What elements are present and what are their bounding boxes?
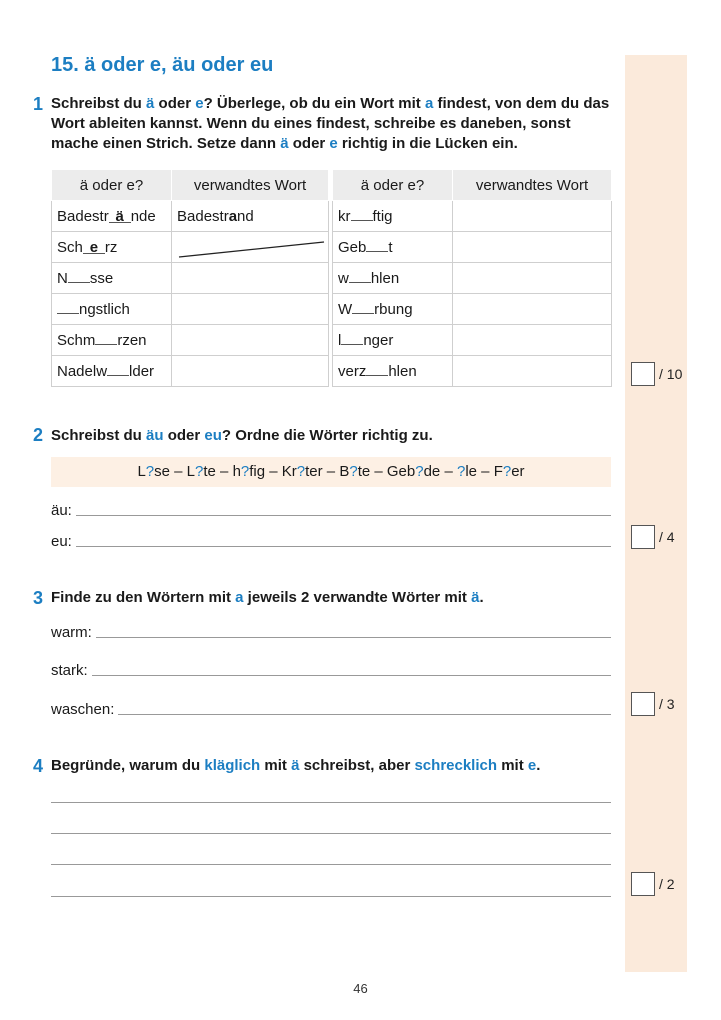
blank: [68, 271, 90, 283]
word-item: h?fig: [232, 463, 266, 480]
word-cell[interactable]: kr ftig: [333, 201, 453, 232]
related-word-cell[interactable]: [453, 201, 612, 232]
related-word-cell[interactable]: [172, 263, 329, 294]
task-1-instruction: Schreibst du ä oder e? Überlege, ob du ein Wort mit a findest, von dem du das Wort ableiten kannst. Wenn du eines findest, schreibe es daneben, sonst mache einen Strich. Setze dann ä oder e richtig in die Lücken ein.: [51, 95, 610, 152]
score-box[interactable]: [631, 362, 655, 386]
table-row: [52, 201, 612, 232]
header-related-left: verwandtes Wort: [172, 170, 329, 201]
score-box[interactable]: [631, 525, 655, 549]
task-3-number: 3: [33, 588, 44, 608]
table-row: [52, 325, 612, 356]
related-word-cell[interactable]: [172, 325, 329, 356]
table-row: [52, 356, 612, 387]
score-task-1: / 10: [631, 362, 682, 386]
related-word-cell[interactable]: [453, 263, 612, 294]
related-word-cell[interactable]: [172, 356, 329, 387]
word-item: F?er: [493, 463, 525, 480]
word-cell[interactable]: l nger: [333, 325, 453, 356]
header-a-or-e-left: ä oder e?: [52, 170, 172, 201]
task-3-instruction: Finde zu den Wörtern mit a jeweils 2 verwandte Wörter mit ä.: [51, 589, 484, 606]
task-4-instruction: Begründe, warum du kläglich mit ä schreibst, aber schrecklich mit e.: [51, 757, 541, 774]
blank: [341, 333, 363, 345]
answer-line-2[interactable]: [51, 833, 611, 834]
word-cell[interactable]: Nadelw lder: [52, 356, 172, 387]
related-word-cell[interactable]: [453, 356, 612, 387]
answer-line-waschen[interactable]: waschen:: [51, 701, 611, 718]
blank: [351, 209, 373, 221]
score-box[interactable]: [631, 692, 655, 716]
answer-line-3[interactable]: [51, 864, 611, 865]
page-title: 15. ä oder e, äu oder eu: [51, 54, 274, 76]
word-item: ?le: [456, 463, 477, 480]
answer-line-1[interactable]: [51, 802, 611, 803]
score-box[interactable]: [631, 872, 655, 896]
task-2-number: 2: [33, 425, 44, 445]
table-row: [52, 232, 612, 263]
word-item: Kr?ter: [281, 463, 323, 480]
word-cell[interactable]: W rbung: [333, 294, 453, 325]
task-1-number: 1: [33, 94, 44, 114]
score-task-4: / 2: [631, 872, 675, 896]
blank: e: [83, 242, 105, 254]
related-word-cell[interactable]: [453, 294, 612, 325]
score-sidebar: [625, 55, 687, 972]
answer-line-eu[interactable]: eu:: [51, 533, 611, 550]
header-a-or-e-right: ä oder e?: [333, 170, 453, 201]
blank: [95, 333, 117, 345]
page-number: 46: [353, 981, 368, 996]
blank: [57, 302, 79, 314]
task-2-instruction: Schreibst du äu oder eu? Ordne die Wörter richtig zu.: [51, 427, 433, 444]
word-item: L?se: [137, 463, 170, 480]
word-item: Geb?de: [386, 463, 441, 480]
related-word-cell[interactable]: [172, 232, 329, 263]
word-cell[interactable]: Schm rzen: [52, 325, 172, 356]
blank: [107, 364, 129, 376]
task-4-number: 4: [33, 756, 44, 776]
blank: [349, 271, 371, 283]
word-cell[interactable]: ngstlich: [52, 294, 172, 325]
table-row: [52, 294, 612, 325]
blank: [352, 302, 374, 314]
blank: ä: [109, 211, 131, 223]
word-cell[interactable]: verz hlen: [333, 356, 453, 387]
table-row: [52, 263, 612, 294]
score-task-3: / 3: [631, 692, 675, 716]
answer-line-aeu[interactable]: äu:: [51, 502, 611, 519]
related-word-cell[interactable]: [172, 294, 329, 325]
blank: [366, 240, 388, 252]
word-cell[interactable]: w hlen: [333, 263, 453, 294]
answer-line-warm[interactable]: warm:: [51, 624, 611, 641]
header-related-right: verwandtes Wort: [453, 170, 612, 201]
blank: [366, 364, 388, 376]
score-task-2: / 4: [631, 525, 675, 549]
word-list-box: L?se – L?te – h?fig – Kr?ter – B?te – Geb?de – ?le – F?er: [51, 457, 611, 487]
dash-stroke: [172, 232, 329, 263]
related-word-cell[interactable]: [453, 325, 612, 356]
answer-line-4[interactable]: [51, 896, 611, 897]
word-cell[interactable]: N sse: [52, 263, 172, 294]
word-cell[interactable]: Badestr ä nde: [52, 201, 172, 232]
related-word-cell[interactable]: [453, 232, 612, 263]
word-item: L?te: [186, 463, 216, 480]
word-item: B?te: [339, 463, 371, 480]
word-cell[interactable]: Sch e rz: [52, 232, 172, 263]
word-table: [51, 169, 612, 387]
related-word-cell[interactable]: Badestrand: [172, 201, 329, 232]
answer-line-stark[interactable]: stark:: [51, 662, 611, 679]
word-cell[interactable]: Geb t: [333, 232, 453, 263]
